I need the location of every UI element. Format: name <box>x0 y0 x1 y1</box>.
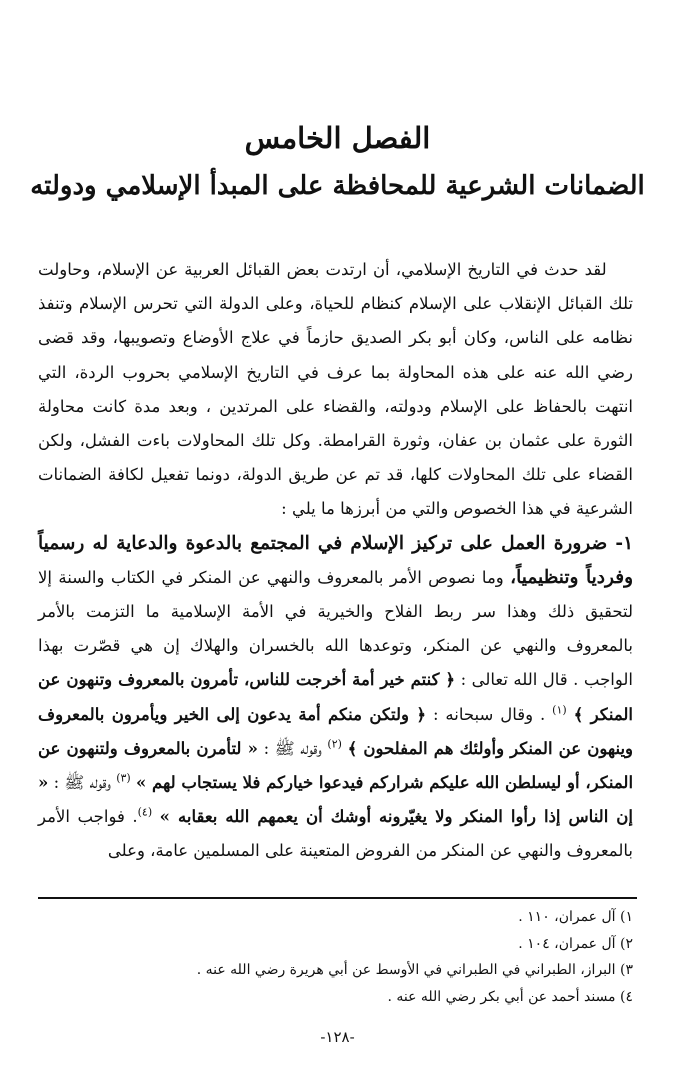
footnote-4: ٤) مسند أحمد عن أبي بكر رضي الله عنه . <box>387 988 633 1005</box>
quran-quote: ﴿ كنتم خير أمة أخرجت للناس، تأمرون بالمعروف وتنهون عن المنكر ﴾ <box>38 670 634 724</box>
chapter-title: الضمانات الشرعية للمحافظة على المبدأ الإسلامي ودولته <box>30 171 645 201</box>
quran-quote: ﴿ ولتكن منكم أمة يدعون إلى الخير ويأمرون بالمعروف وينهون عن المنكر وأولئك هم المفلحون ﴾ <box>38 704 634 758</box>
footnotes <box>40 904 633 1010</box>
footnote-ref[interactable]: (٢) <box>327 737 342 751</box>
footnote-separator <box>38 897 637 899</box>
footnote-2: ٢) آل عمران، ١٠٤ . <box>518 935 633 952</box>
paragraph-text: وقوله ﷺ : <box>53 773 111 793</box>
paragraph-text: . وقال سبحانه : <box>432 704 546 724</box>
hadith-quote: « لتأمرن بالمعروف ولتنهون عن المنكر، أو ليسلطن الله عليكم شراركم فيدعوا خياركم فلا يستجاب لهم » <box>38 738 634 793</box>
footnote-ref[interactable]: (٣) <box>116 771 131 785</box>
paragraph-text: . فواجب الأمر بالمعروف والنهي عن المنكر من الفروض المتعينة على المسلمين عامة، وعلى <box>38 807 633 861</box>
footnote-3: ٣) البراز، الطبراني في الطبراني في الأوسط عن أبي هريرة رضي الله عنه . <box>196 962 633 978</box>
list-item-heading: ١- ضرورة العمل على تركيز الإسلام في المجتمع بالدعوة والدعاية له رسمياً وفردياً وتنظيمياً، <box>38 532 633 588</box>
footnote-1: ١) آل عمران، ١١٠ . <box>518 909 633 925</box>
footnote-ref[interactable]: (٤) <box>137 805 153 819</box>
body-text <box>38 253 633 869</box>
paragraph-text: وما نصوص الأمر بالمعروف والنهي عن المنكر في الكتاب والسنة إلا لتحقيق ذلك وهذا سر ربط الفلاح والخيرية في الأمة الإسلامية ما التزمت بالأمر بالمعروف والنهي عن المنكر، وتوعدها الله بالخسران والهلاك إن هي قصّرت بهذا الواجب . قال الله تعالى : <box>38 567 633 690</box>
paragraph-text: وقوله ﷺ : <box>263 738 322 758</box>
intro-paragraph: لقد حدث في التاريخ الإسلامي، أن ارتدت بعض القبائل العربية عن الإسلام، وحاولت تلك القبائل الإنقلاب على الإسلام كنظام للحياة، وعلى الدولة التي تحرس الإسلام وتنفذ نظامه على الناس، وكان أبو بكر الصديق حازماً في علاج الأوضاع وتصويبها، وقد قضى رضي الله عنه على هذه المحاولة بما عرف في التاريخ الإسلامي بحروب الردة، التي انتهت بالحفاظ على الإسلام ودولته، والقضاء على المرتدين ، وبعد مدة كانت محاولة الثورة على عثمان بن عفان، وثورة القرامطة. وكل تلك المحاولات باءت الفشل، ولكن القضاء على تلك المحاولات كلها، قد تم عن طريق الدولة، دونما تفعيل لكافة الضمانات الشرعية في هذا الخصوص والتي من أبرزها ما يلي : <box>38 260 633 519</box>
list-item-1 <box>38 527 633 869</box>
chapter-label: الفصل الخامس <box>244 121 431 155</box>
hadith-quote: « إن الناس إذا رأوا المنكر ولا يغيّرونه أوشك أن يعمهم الله بعقابه » <box>38 773 633 827</box>
page-number: -١٢٨- <box>320 1028 355 1046</box>
footnote-ref[interactable]: (١) <box>552 703 567 717</box>
